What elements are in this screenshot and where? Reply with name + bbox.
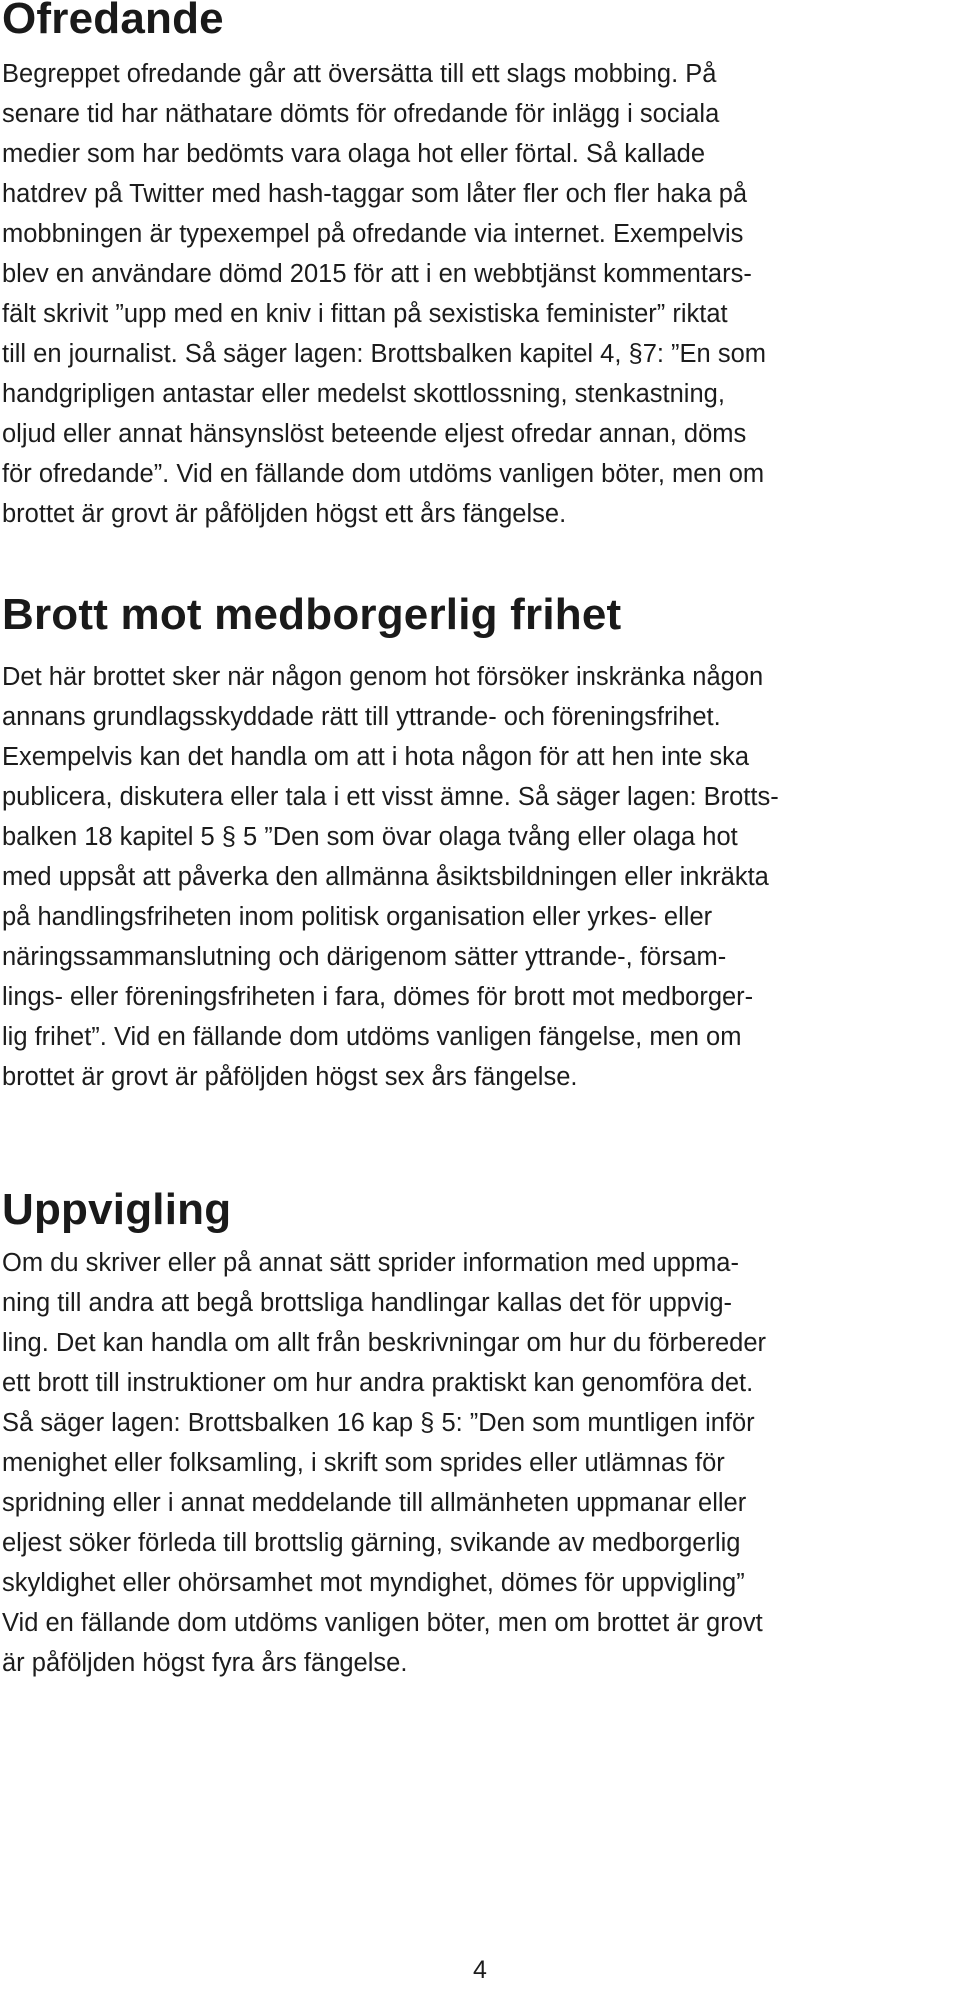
body-line: Exempelvis kan det handla om att i hota någon för att hen inte ska [2, 743, 750, 771]
body-line: spridning eller i annat meddelande till allmänheten uppmanar eller [2, 1489, 747, 1517]
body-line: publicera, diskutera eller tala i ett visst ämne. Så säger lagen: Brotts- [2, 783, 779, 811]
section-uppvigling [2, 1185, 956, 1683]
body-line: näringssammanslutning och därigenom sätter yttrande-, försam- [2, 943, 727, 971]
body-line: menighet eller folksamling, i skrift som sprides eller utlämnas för [2, 1449, 725, 1477]
body-line: mobbningen är typexempel på ofredande via internet. Exempelvis [2, 220, 744, 248]
section-brott-mot-medborgerlig-frihet [2, 590, 956, 1097]
body-line: handgripligen antastar eller medelst skottlossning, stenkastning, [2, 380, 725, 408]
section-body [2, 657, 956, 1097]
body-line: senare tid har näthatare dömts för ofredande för inlägg i sociala [2, 100, 720, 128]
body-line: Vid en fällande dom utdöms vanligen böter, men om brottet är grovt [2, 1609, 763, 1637]
body-line: hatdrev på Twitter med hash-taggar som låter fler och fler haka på [2, 180, 748, 208]
section-ofredande [2, 0, 956, 534]
section-body [2, 1243, 956, 1683]
body-line: är påföljden högst fyra års fängelse. [2, 1649, 408, 1677]
body-line: med uppsåt att påverka den allmänna åsiktsbildningen eller inkräkta [2, 863, 769, 891]
body-line: Begreppet ofredande går att översätta till ett slags mobbing. På [2, 60, 717, 88]
body-line: eljest söker förleda till brottslig gärning, svikande av medborgerlig [2, 1529, 741, 1557]
body-line: annans grundlagsskyddade rätt till yttrande- och föreningsfrihet. [2, 703, 721, 731]
body-line: ling. Det kan handla om allt från beskrivningar om hur du förbereder [2, 1329, 766, 1357]
section-heading: Brott mot medborgerlig frihet [2, 590, 622, 639]
body-line: ning till andra att begå brottsliga handlingar kallas det för uppvig- [2, 1289, 733, 1317]
body-line: till en journalist. Så säger lagen: Brottsbalken kapitel 4, §7: ”En som [2, 340, 766, 368]
body-line: balken 18 kapitel 5 § 5 ”Den som övar olaga tvång eller olaga hot [2, 823, 738, 851]
body-line: Det här brottet sker när någon genom hot försöker inskränka någon [2, 663, 764, 691]
body-line: medier som har bedömts vara olaga hot eller förtal. Så kallade [2, 140, 706, 168]
section-heading: Ofredande [2, 0, 224, 43]
body-line: Om du skriver eller på annat sätt sprider information med uppma- [2, 1249, 739, 1277]
body-line: brottet är grovt är påföljden högst ett års fängelse. [2, 500, 567, 528]
body-line: oljud eller annat hänsynslöst beteende eljest ofredar annan, döms [2, 420, 747, 448]
page-number: 4 [473, 1956, 487, 1984]
section-heading: Uppvigling [2, 1185, 232, 1234]
section-body [2, 54, 956, 534]
body-line: skyldighet eller ohörsamhet mot myndighet, dömes för uppvigling” [2, 1569, 745, 1597]
body-line: Så säger lagen: Brottsbalken 16 kap § 5: ”Den som muntligen inför [2, 1409, 755, 1437]
body-line: ett brott till instruktioner om hur andra praktiskt kan genomföra det. [2, 1369, 754, 1397]
body-line: för ofredande”. Vid en fällande dom utdöms vanligen böter, men om [2, 460, 765, 488]
body-line: lig frihet”. Vid en fällande dom utdöms vanligen fängelse, men om [2, 1023, 742, 1051]
body-line: på handlingsfriheten inom politisk organisation eller yrkes- eller [2, 903, 713, 931]
body-line: brottet är grovt är påföljden högst sex års fängelse. [2, 1063, 578, 1091]
body-line: lings- eller föreningsfriheten i fara, dömes för brott mot medborger- [2, 983, 754, 1011]
body-line: fält skrivit ”upp med en kniv i fittan på sexistiska feminister” riktat [2, 300, 728, 328]
body-line: blev en användare dömd 2015 för att i en webbtjänst kommentars- [2, 260, 752, 288]
